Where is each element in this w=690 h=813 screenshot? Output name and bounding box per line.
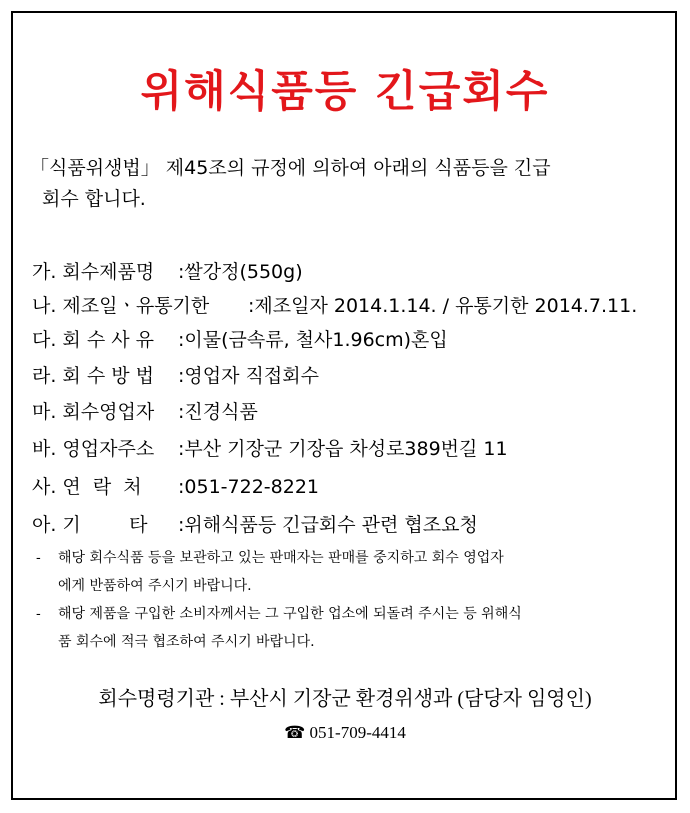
item-business <box>32 397 258 424</box>
item-label: 아. 기 타 <box>32 514 148 536</box>
item-dates <box>32 291 637 318</box>
item-value: 이물(금속류, 철사1.96cm)혼입 <box>184 329 448 351</box>
item-product-name <box>32 257 303 284</box>
notice-title: 위해식품등 긴급회수 <box>140 67 550 117</box>
phone-number: 051-709-4414 <box>309 723 406 742</box>
note-line-2: 품 회수에 적극 협조하여 주시기 바랍니다. <box>58 634 315 650</box>
agency-phone <box>0 723 690 743</box>
item-colon: : <box>178 401 185 423</box>
item-colon: : <box>178 514 185 536</box>
note-line-1: 해당 제품을 구입한 소비자께서는 그 구입한 업소에 되돌려 주시는 등 위해식 <box>58 606 522 622</box>
item-label: 사. 연 락 처 <box>32 476 142 498</box>
note-dash: - <box>36 606 41 622</box>
item-other <box>32 510 478 537</box>
note-dash: - <box>36 550 41 566</box>
item-colon: : <box>178 329 185 351</box>
item-value: 위해식품등 긴급회수 관련 협조요청 <box>184 514 478 536</box>
item-value: 진경식품 <box>184 401 258 423</box>
item-colon: : <box>248 295 255 317</box>
item-label: 라. 회 수 방 법 <box>32 365 154 387</box>
item-value: 쌀강정(550g) <box>184 261 303 283</box>
item-label: 가. 회수제품명 <box>32 261 155 283</box>
item-value: 제조일자 2014.1.14. / 유통기한 2014.7.11. <box>254 295 638 317</box>
item-label: 마. 회수영업자 <box>32 401 155 423</box>
item-contact <box>32 472 319 499</box>
item-reason <box>32 325 448 352</box>
item-method <box>32 361 319 388</box>
notes-list <box>36 544 676 656</box>
note-item <box>36 600 676 656</box>
recall-agency: 회수명령기관 : 부산시 기장군 환경위생과 (담당자 임영인) <box>98 688 592 710</box>
item-address <box>32 434 508 461</box>
item-value: 051-722-8221 <box>184 476 320 498</box>
item-label: 다. 회 수 사 유 <box>32 329 154 351</box>
item-label: 나. 제조일ㆍ유통기한 <box>32 295 210 317</box>
intro-line-2: 회수 합니다. <box>42 188 146 210</box>
note-line-1: 해당 회수식품 등을 보관하고 있는 판매자는 판매를 중지하고 회수 영업자 <box>58 550 504 566</box>
item-label: 바. 영업자주소 <box>32 438 155 460</box>
item-value: 영업자 직접회수 <box>184 365 319 387</box>
item-colon: : <box>178 261 185 283</box>
item-colon: : <box>178 438 185 460</box>
intro-line-1: 「식품위생법」 제45조의 규정에 의하여 아래의 식품등을 긴급 <box>30 157 551 179</box>
note-item <box>36 544 676 600</box>
item-colon: : <box>178 365 185 387</box>
phone-icon: ☎ <box>284 723 306 742</box>
intro-paragraph <box>30 153 660 215</box>
note-line-2: 에게 반품하여 주시기 바랍니다. <box>58 578 252 594</box>
item-value: 부산 기장군 기장읍 차성로389번길 11 <box>184 438 508 460</box>
item-colon: : <box>178 476 185 498</box>
